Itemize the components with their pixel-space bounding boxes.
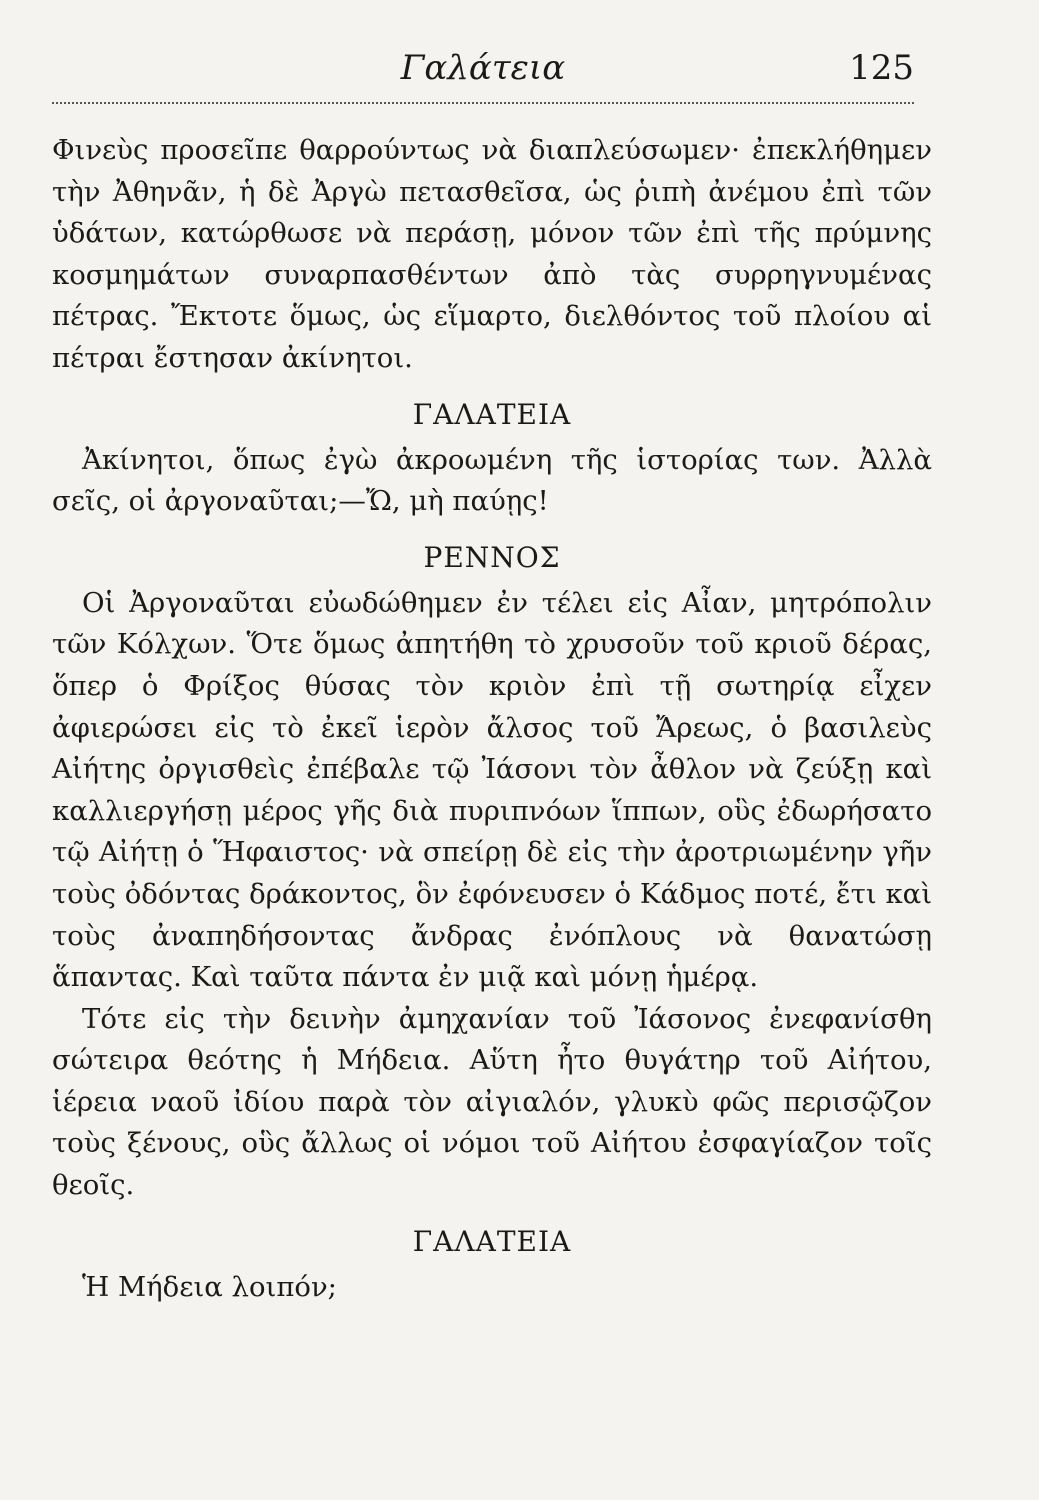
- paragraph: Ἀκίνητοι, ὅπως ἐγὼ ἀκροωμένη τῆς ἱστορίας των. Ἀλλὰ σεῖς, οἱ ἀργοναῦται;—Ὤ, μὴ παύῃς!: [52, 443, 932, 518]
- speaker-name: ΓΑΛΑΤΕΙΑ: [412, 1224, 572, 1258]
- paragraph: Τότε εἰς τὴν δεινὴν ἀμηχανίαν τοῦ Ἰάσονος ἐνεφανίσθη σώτειρα θεότης ἡ Μήδεια. Αὕτη ἦτο θυγάτηρ τοῦ Αἰήτου, ἱέρεια ναοῦ ἰδίου παρὰ τὸν αἰγιαλόν, γλυκὺ φῶς περισῷζον τοὺς ξένους, οὓς ἄλλως οἱ νόμοι τοῦ Αἰήτου ἐσφαγίαζον τοῖς θεοῖς.: [52, 1002, 932, 1202]
- body-text: [52, 130, 932, 1308]
- header-divider: [52, 102, 914, 104]
- speaker-name: ΓΑΛΑΤΕΙΑ: [412, 397, 572, 431]
- running-title: Γαλάτεια: [400, 48, 566, 88]
- paragraph: Ἡ Μήδεια λοιπόν;: [82, 1270, 337, 1303]
- speaker-name: ΡΕΝΝΟΣ: [423, 540, 561, 574]
- paragraph: Φινεὺς προσεῖπε θαρρούντως νὰ διαπλεύσωμεν· ἐπεκλήθημεν τὴν Ἀθηνᾶν, ἡ δὲ Ἀργὼ πετασθεῖσα, ὡς ῥιπὴ ἀνέμου ἐπὶ τῶν ὑδάτων, κατώρθωσε νὰ περάσῃ, μόνον τῶν ἐπὶ τῆς πρύμνης κοσμημάτων συναρπασθέντων ἀπὸ τὰς συρρηγνυμένας πέτρας. Ἔκτοτε ὅμως, ὡς εἵμαρτο, διελθόντος τοῦ πλοίου αἱ πέτραι ἔστησαν ἀκίνητοι.: [52, 134, 932, 374]
- page-header: [52, 42, 914, 102]
- page-number: 125: [849, 48, 914, 88]
- paragraph: Οἱ Ἀργοναῦται εὐωδώθημεν ἐν τέλει εἰς Αἶαν, μητρόπολιν τῶν Κόλχων. Ὅτε ὅμως ἀπητήθη τὸ χρυσοῦν τοῦ κριοῦ δέρας, ὅπερ ὁ Φρίξος θύσας τὸν κριὸν ἐπὶ τῇ σωτηρίᾳ εἶχεν ἀφιερώσει εἰς τὸ ἐκεῖ ἱερὸν ἄλσος τοῦ Ἄρεως, ὁ βασιλεὺς Αἰήτης ὀργισθεὶς ἐπέβαλε τῷ Ἰάσονι τὸν ἆθλον νὰ ζεύξῃ καὶ καλλιεργήσῃ μέρος γῆς διὰ πυριπνόων ἵππων, οὓς ἐδωρήσατο τῷ Αἰήτῃ ὁ Ἥφαιστος· νὰ σπείρῃ δὲ εἰς τὴν ἀροτριωμένην γῆν τοὺς ὀδόντας δράκοντος, ὃν ἐφόνευσεν ὁ Κάδμος ποτέ, ἔτι καὶ τοὺς ἀναπηδήσοντας ἄνδρας ἐνόπλους νὰ θανατώσῃ ἅπαντας. Καὶ ταῦτα πάντα ἐν μιᾷ καὶ μόνῃ ἡμέρᾳ.: [52, 586, 932, 994]
